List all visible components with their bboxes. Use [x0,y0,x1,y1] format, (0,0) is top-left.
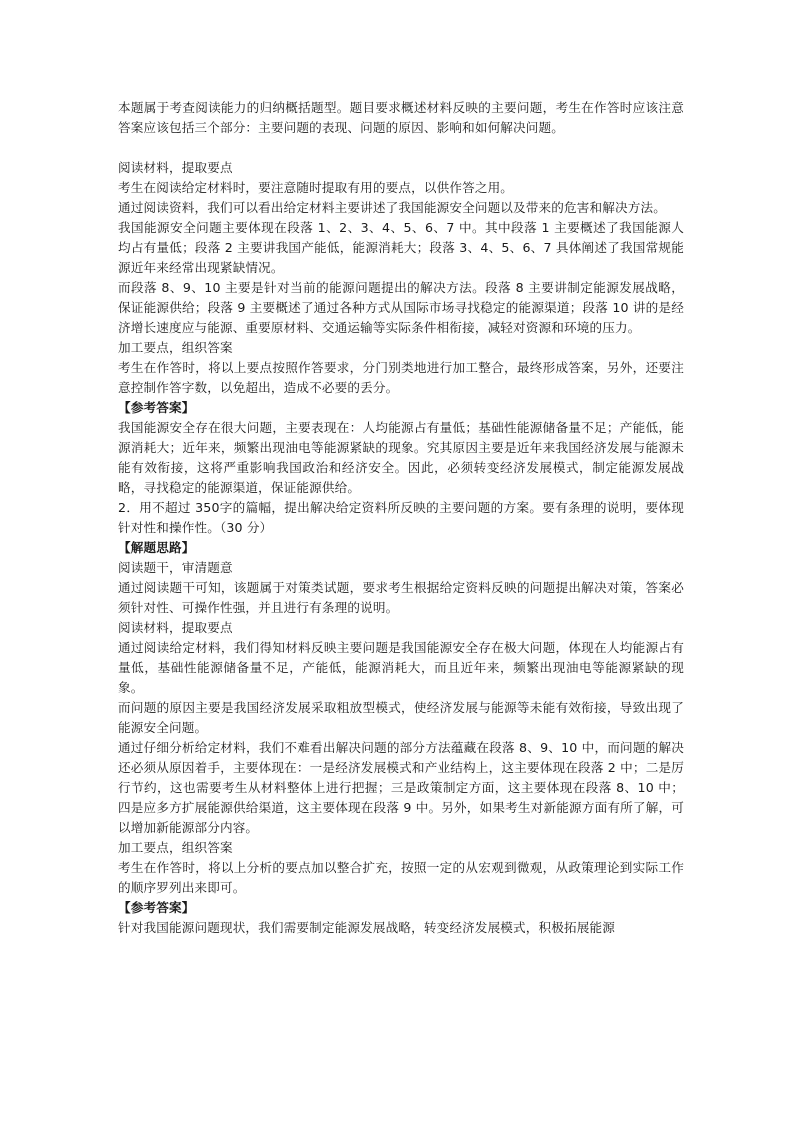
paragraph-main-problem: 通过阅读给定材料，我们得知材料反映主要问题是我国能源安全存在极大问题，体现在人均能源占有量低，基础性能源储备量不足，产能低，能源消耗大，而且近年来，频繁出现油电等能源紧缺的现象。 [118,640,684,695]
heading-read-material: 阅读材料，提取要点 [118,160,233,175]
paragraph-organize-instruction: 考生在作答时，将以上要点按照作答要求，分门别类地进行加工整合，最终形成答案，另外，还要注意控制作答字数，以免超出，造成不必要的丢分。 [118,360,684,395]
paragraph-question-2: 2．用不超过 350字的篇幅，提出解决给定资料所反映的主要问题的方案。要有条理的说明，要体现针对性和操作性。（30 分） [118,500,684,535]
paragraph-question-analysis: 通过阅读题干可知，该题属于对策类试题，要求考生根据给定资料反映的问题提出解决对策，答案必须针对性、可操作性强，并且进行有条理的说明。 [118,580,684,615]
heading-reference-answer-2: 【参考答案】 [118,900,195,915]
paragraph-solution-analysis: 通过仔细分析给定材料，我们不难看出解决问题的部分方法蕴藏在段落 8、9、10 中，而问题的解决还必须从原因着手，主要体现在：一是经济发展模式和产业结构上，这主要体现在段落 2 中；二是厉行节约，这也需要考生从材料整体上进行把握；三是政策制定方面，这主要体现在段落 8、10 中；四是应多方扩展能源供给渠道，这主要体现在段落 9 中。另外，如果考生对新能源方面有所了解，可以增加新能源部分内容。 [118,740,684,835]
paragraph-read-instruction: 考生在阅读给定材料时，要注意随时提取有用的要点，以供作答之用。 [118,180,514,195]
blank-line [118,138,684,158]
paragraph-intro: 本题属于考查阅读能力的归纳概括题型。题目要求概述材料反映的主要问题，考生在作答时应该注意答案应该包括三个部分：主要问题的表现、问题的原因、影响和如何解决问题。 [118,100,684,135]
paragraph-reference-answer-1: 我国能源安全存在很大问题，主要表现在：人均能源占有量低；基础性能源储备量不足；产能低，能源消耗大；近年来，频繁出现油电等能源紧缺的现象。究其原因主要是近年来我国经济发展与能源未能有效衔接，这将严重影响我国政治和经济安全。因此，必须转变经济发展模式，制定能源发展战略，寻找稳定的能源渠道，保证能源供给。 [118,420,684,495]
paragraph-material-summary: 通过阅读资料，我们可以看出给定材料主要讲述了我国能源安全问题以及带来的危害和解决方法。 [118,200,666,215]
heading-reference-answer: 【参考答案】 [118,400,195,415]
paragraph-solution-sections: 而段落 8、9、10 主要是针对当前的能源问题提出的解决方法。段落 8 主要讲制定能源发展战略，保证能源供给；段落 9 主要概述了通过各种方式从国际市场寻找稳定的能源渠道；段落 10 讲的是经济增长速度应与能源、重要原材料、交通运输等实际条件相衔接，减轻对资源和环境的压力。 [118,280,684,335]
paragraph-problem-sections: 我国能源安全问题主要体现在段落 1、2、3、4、5、6、7 中。其中段落 1 主要概述了我国能源人均占有量低；段落 2 主要讲我国产能低，能源消耗大；段落 3、4、5、6、7 具体阐述了我国常规能源近年来经常出现紧缺情况。 [118,220,684,275]
paragraph-organize-instruction-2: 考生在作答时，将以上分析的要点加以整合扩充，按照一定的从宏观到微观，从政策理论到实际工作的顺序罗列出来即可。 [118,860,684,895]
heading-solution-approach: 【解题思路】 [118,540,195,555]
paragraph-problem-cause: 而问题的原因主要是我国经济发展采取粗放型模式，使经济发展与能源等未能有效衔接，导致出现了能源安全问题。 [118,700,684,735]
document-page [118,98,684,938]
heading-organize-answer: 加工要点，组织答案 [118,340,233,355]
heading-organize-answer-2: 加工要点，组织答案 [118,840,233,855]
paragraph-reference-answer-2: 针对我国能源问题现状，我们需要制定能源发展战略，转变经济发展模式，积极拓展能源 [118,920,616,935]
heading-read-material-2: 阅读材料，提取要点 [118,620,233,635]
heading-read-question: 阅读题干，审清题意 [118,560,233,575]
